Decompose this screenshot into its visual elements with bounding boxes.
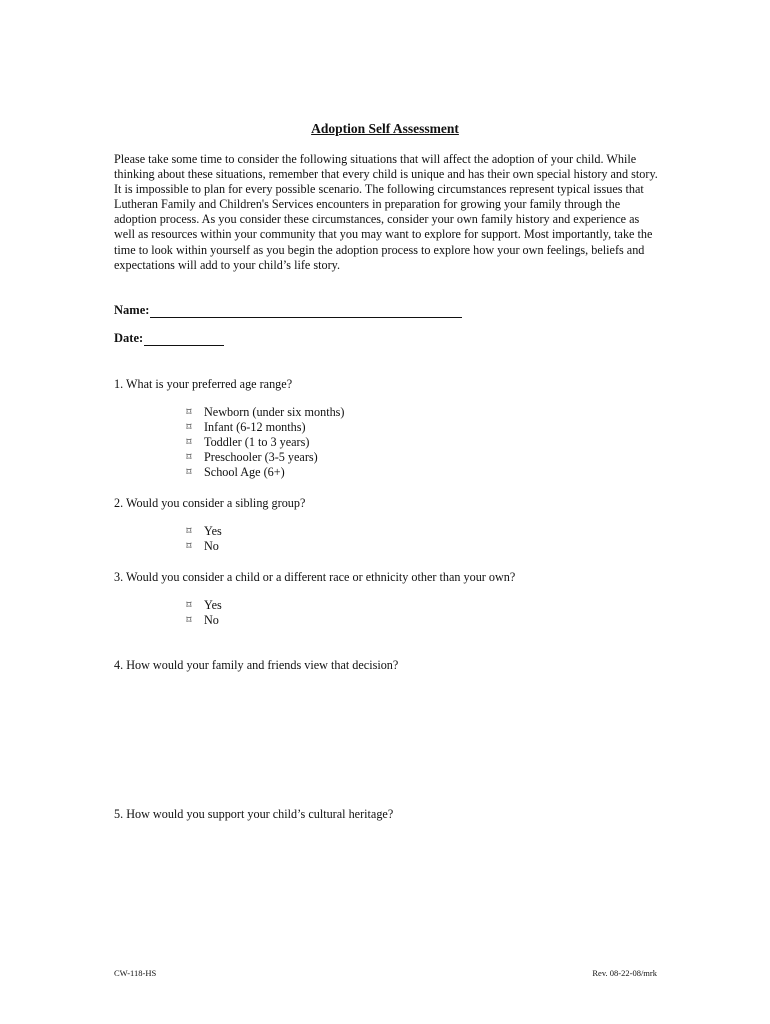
option-label: Preschooler (3-5 years) (204, 450, 318, 464)
option-label: No (204, 613, 219, 627)
revision-note: Rev. 08-22-08/mrk (592, 968, 657, 978)
option-label: Toddler (1 to 3 years) (204, 435, 310, 449)
question-5: 5. How would you support your child’s cultural heritage? (114, 807, 394, 821)
question-4: 4. How would your family and friends view that decision? (114, 658, 399, 672)
option-label: No (204, 539, 219, 553)
question-3: 3. Would you consider a child or a different race or ethnicity other than your own? (114, 570, 516, 584)
checkbox-icon[interactable]: ⌑ (186, 422, 192, 433)
checkbox-icon[interactable]: ⌑ (186, 526, 192, 537)
name-field[interactable] (114, 302, 462, 318)
name-line[interactable] (150, 305, 462, 318)
checkbox-icon[interactable]: ⌑ (186, 437, 192, 448)
document-title: Adoption Self Assessment (311, 121, 459, 136)
question-1: 1. What is your preferred age range? (114, 377, 293, 391)
option-infant[interactable] (183, 420, 344, 435)
option-label: Newborn (under six months) (204, 405, 345, 419)
option-label: Yes (204, 598, 222, 612)
checkbox-icon[interactable]: ⌑ (186, 615, 192, 626)
checkbox-icon[interactable]: ⌑ (186, 600, 192, 611)
question-3-options (183, 598, 222, 628)
option-preschooler[interactable] (183, 450, 344, 465)
question-2: 2. Would you consider a sibling group? (114, 496, 306, 510)
date-label: Date: (114, 331, 144, 345)
option-no[interactable] (183, 539, 222, 554)
date-line[interactable] (144, 333, 224, 346)
option-yes[interactable] (183, 598, 222, 613)
name-label: Name: (114, 303, 150, 317)
option-label: School Age (6+) (204, 465, 285, 479)
option-no[interactable] (183, 613, 222, 628)
option-yes[interactable] (183, 524, 222, 539)
option-label: Infant (6-12 months) (204, 420, 306, 434)
option-school-age[interactable] (183, 465, 344, 480)
option-toddler[interactable] (183, 435, 344, 450)
option-newborn[interactable] (183, 405, 344, 420)
date-field[interactable] (114, 330, 224, 346)
checkbox-icon[interactable]: ⌑ (186, 467, 192, 478)
question-2-options (183, 524, 222, 554)
checkbox-icon[interactable]: ⌑ (186, 407, 192, 418)
intro-paragraph: Please take some time to consider the following situations that will affect the adoption of your child. While thinking about these situations, remember that every child is unique and has their own special history and story. It is impossible to plan for every possible scenario. The following circumstances represent typical issues that Lutheran Family and Children's Services encounters in preparation for growing your family through the adoption process. As you consider these circumstances, consider your own family history and experience as well as resources within your community that you may want to explore for support. Most importantly, take the time to look within yourself as you begin the adoption process to explore how your own feelings, beliefs and expectations will add to your child’s life story. (114, 152, 658, 272)
checkbox-icon[interactable]: ⌑ (186, 452, 192, 463)
option-label: Yes (204, 524, 222, 538)
question-1-options (183, 405, 344, 480)
form-code: CW-118-HS (114, 968, 157, 978)
checkbox-icon[interactable]: ⌑ (186, 541, 192, 552)
